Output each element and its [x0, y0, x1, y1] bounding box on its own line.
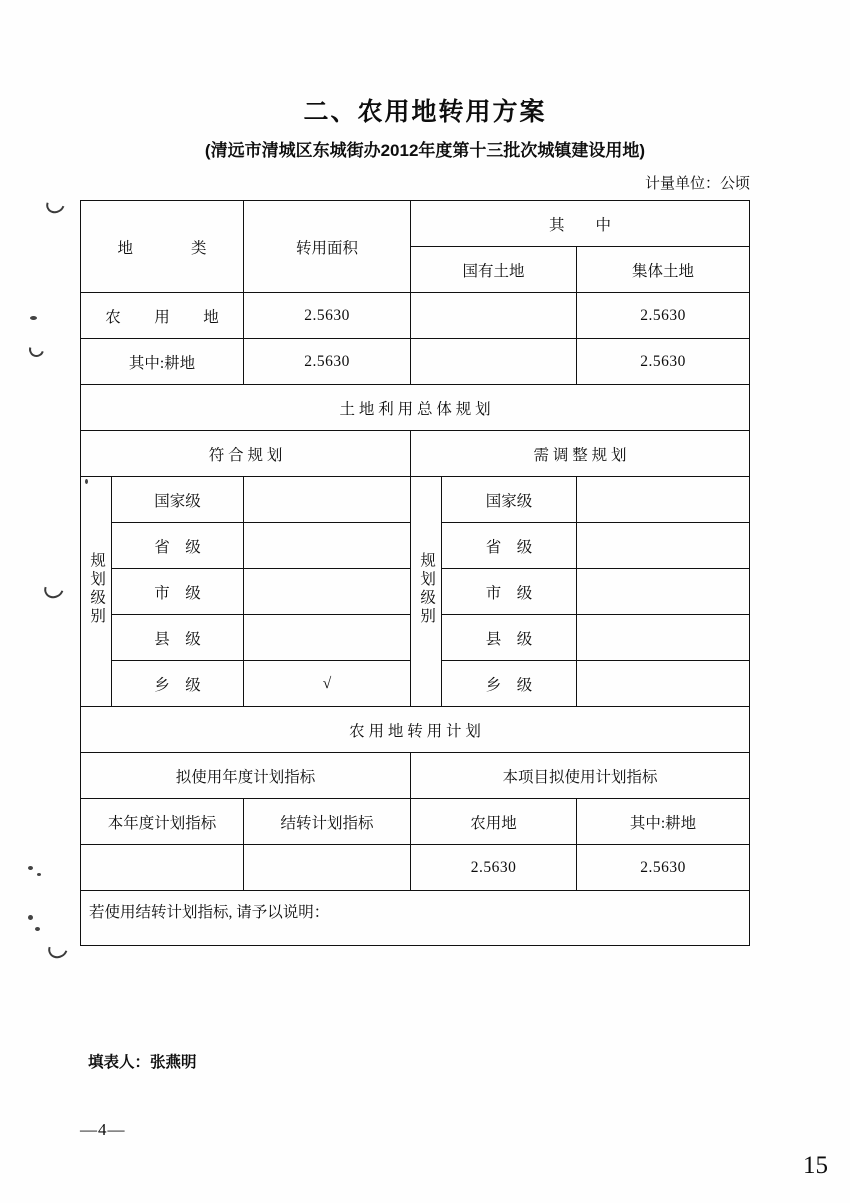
plan-section-title: 土 地 利 用 总 体 规 划: [81, 385, 750, 431]
plan-left-level-name: 乡 级: [112, 661, 244, 707]
cell-land-type: 其中:耕地: [81, 339, 244, 385]
table-header-row: [81, 201, 750, 247]
conversion-band-row: [81, 707, 750, 753]
land-conversion-table: [80, 200, 750, 946]
plan-left-level-name: 省 级: [112, 523, 244, 569]
plan-left-title: 符 合 规 划: [81, 431, 411, 477]
plan-left-level-mark[interactable]: [244, 477, 411, 523]
plan-left-level-label: [81, 477, 112, 707]
plan-level-row: [81, 477, 750, 523]
scan-speck: [37, 873, 41, 876]
conversion-col-carryover: 结转计划指标: [244, 799, 411, 845]
plan-right-level-label: [411, 477, 442, 707]
scan-speck: [35, 927, 40, 931]
page-subtitle: (清远市清城区东城街办2012年度第十三批次城镇建设用地): [204, 141, 646, 160]
plan-right-level-mark[interactable]: [577, 477, 750, 523]
cell-collective: 2.5630: [577, 339, 750, 385]
page-title: 二、农用地转用方案: [303, 98, 547, 126]
corner-page-number: 15: [803, 1152, 828, 1179]
scan-smudge: [41, 576, 67, 601]
plan-level-label-text: 规划级别: [88, 552, 106, 626]
plan-right-level-name: 国家级: [442, 477, 577, 523]
scan-smudge: [43, 193, 68, 217]
conversion-header-row: [81, 799, 750, 845]
header-converted-area: 转用面积: [244, 201, 411, 293]
header-collective-land: 集体土地: [577, 247, 750, 293]
conversion-group-row: [81, 753, 750, 799]
plan-left-level-name: 国家级: [112, 477, 244, 523]
note-text[interactable]: 若使用结转计划指标, 请予以说明：: [81, 891, 750, 946]
page-number: —4—: [80, 1120, 126, 1139]
conversion-plan-title: 农 用 地 转 用 计 划: [81, 707, 750, 753]
plan-right-level-name: 乡 级: [442, 661, 577, 707]
plan-level-label-text: 规划级别: [418, 552, 436, 626]
conversion-col-agricultural-land: 农用地: [411, 799, 577, 845]
conversion-val-agricultural-land[interactable]: 2.5630: [411, 845, 577, 891]
plan-group-row: [81, 431, 750, 477]
plan-left-level-name: 县 级: [112, 615, 244, 661]
scan-speck: [28, 866, 33, 870]
plan-right-title: 需 调 整 规 划: [411, 431, 750, 477]
header-land-type: 地 类: [81, 201, 244, 293]
plan-right-level-mark[interactable]: [577, 661, 750, 707]
note-row: [81, 891, 750, 946]
conversion-right-group: 本项目拟使用计划指标: [411, 753, 750, 799]
conversion-value-row: [81, 845, 750, 891]
header-state-owned-land: 国有土地: [411, 247, 577, 293]
cell-collective: 2.5630: [577, 293, 750, 339]
plan-right-level-mark[interactable]: [577, 615, 750, 661]
cell-converted-area: 2.5630: [244, 339, 411, 385]
cell-converted-area: 2.5630: [244, 293, 411, 339]
scan-smudge: [26, 339, 46, 359]
plan-left-level-mark[interactable]: [244, 569, 411, 615]
plan-left-level-name: 市 级: [112, 569, 244, 615]
scan-speck: [30, 316, 37, 320]
plan-right-level-mark[interactable]: [577, 523, 750, 569]
measurement-unit-label: 计量单位：公顷: [644, 176, 750, 192]
header-of-which: 其 中: [411, 201, 750, 247]
plan-right-level-name: 市 级: [442, 569, 577, 615]
conversion-val-cultivated-land[interactable]: 2.5630: [577, 845, 750, 891]
plan-left-level-mark[interactable]: [244, 523, 411, 569]
cell-land-type: 农 用 地: [81, 293, 244, 339]
plan-band-row: [81, 385, 750, 431]
plan-left-level-mark[interactable]: √: [244, 661, 411, 707]
conversion-left-group: 拟使用年度计划指标: [81, 753, 411, 799]
cell-state-owned: [411, 293, 577, 339]
scan-smudge: [45, 936, 71, 961]
conversion-col-current-year: 本年度计划指标: [81, 799, 244, 845]
conversion-col-cultivated-land: 其中:耕地: [577, 799, 750, 845]
plan-left-level-mark[interactable]: [244, 615, 411, 661]
conversion-val-carryover[interactable]: [244, 845, 411, 891]
conversion-val-current-year[interactable]: [81, 845, 244, 891]
plan-right-level-mark[interactable]: [577, 569, 750, 615]
form-filler-label: 填表人：张燕明: [88, 1054, 197, 1071]
table-row: [81, 339, 750, 385]
plan-right-level-name: 县 级: [442, 615, 577, 661]
plan-right-level-name: 省 级: [442, 523, 577, 569]
table-row: [81, 293, 750, 339]
cell-state-owned: [411, 339, 577, 385]
scan-speck: [28, 915, 33, 920]
form-table-wrapper: [80, 200, 749, 946]
